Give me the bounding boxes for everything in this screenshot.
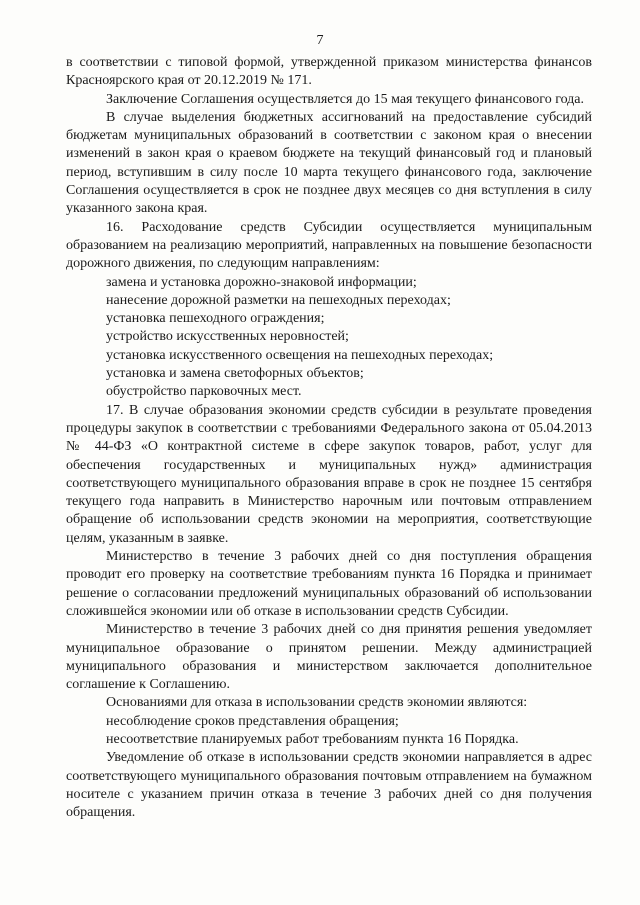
direction-item: установка искусственного освещения на пешеходных переходах;	[106, 347, 494, 363]
refusal-ground: несоответствие планируемых работ требованиям пункта 16 Порядка.	[106, 731, 519, 747]
direction-item: устройство искусственных неровностей;	[106, 329, 349, 345]
paragraph-16: 16. Расходование средств Субсидии осуществляется муниципальным образованием на реализацию мероприятий, направленных на повышение безопасности дорожного движения, по следующим направлениям:	[66, 219, 592, 272]
paragraph-refusal-notice: Уведомление об отказе в использовании средств экономии направляется в адрес соответствующего муниципального образования почтовым отправлением на бумажном носителе с указанием причин отказа в течение 3 рабочих дней со дня получения обращения.	[66, 750, 592, 821]
direction-item: замена и установка дорожно-знаковой информации;	[106, 274, 417, 290]
paragraph-1: в соответствии с типовой формой, утвержденной приказом министерства финансов Красноярского края от 20.12.2019 № 171.	[66, 55, 592, 89]
refusal-ground: несоблюдение сроков представления обращения;	[106, 713, 399, 729]
paragraph-2: Заключение Соглашения осуществляется до 15 мая текущего финансового года.	[106, 91, 585, 107]
paragraph-ministry-notice: Министерство в течение 3 рабочих дней со дня принятия решения уведомляет муниципальное образование о принятом решении. Между администрацией муниципального образования и министерством заключается дополнительное соглашение к Соглашению.	[66, 622, 592, 693]
paragraph-3: В случае выделения бюджетных ассигнований на предоставление субсидий бюджетам муниципальных образований в соответствии с законом края о внесении изменений в закон края о краевом бюджете на текущий финансовый год и плановый период, вступившим в силу после 10 марта текущего финансового года, заключение Соглашения осуществляется в срок не позднее двух месяцев со дня вступления в силу указанного закона края.	[66, 109, 592, 217]
page-number: 7	[316, 33, 324, 48]
refusal-intro: Основаниями для отказа в использовании средств экономии являются:	[106, 695, 528, 711]
paragraph-ministry-review: Министерство в течение 3 рабочих дней со дня поступления обращения проводит его проверку на соответствие требованиям пункта 16 Порядка и принимает решение о согласовании предложений муниципальных образований об использовании сложившейся экономии или об отказе в использовании средств Субсидии.	[66, 549, 592, 619]
direction-item: установка и замена светофорных объектов;	[106, 366, 364, 382]
direction-item: обустройство парковочных мест.	[106, 384, 302, 400]
direction-item: установка пешеходного ограждения;	[106, 311, 325, 327]
document-body	[66, 54, 592, 822]
direction-item: нанесение дорожной разметки на пешеходных переходах;	[106, 292, 451, 308]
paragraph-17: 17. В случае образования экономии средств субсидии в результате проведения процедуры закупок в соответствии с требованиями Федерального закона от 05.04.2013 № 44-ФЗ «О контрактной системе в сфере закупок товаров, работ, услуг для обеспечения государственных и муниципальных нужд» администрация соответствующего муниципального образования вправе в срок не позднее 15 сентября текущего года направить в Министерство нарочным или почтовым отправлением обращение об использовании средств экономии на мероприятия, соответствующие целям, указанным в заявке.	[66, 402, 592, 546]
directions-list	[66, 274, 592, 402]
